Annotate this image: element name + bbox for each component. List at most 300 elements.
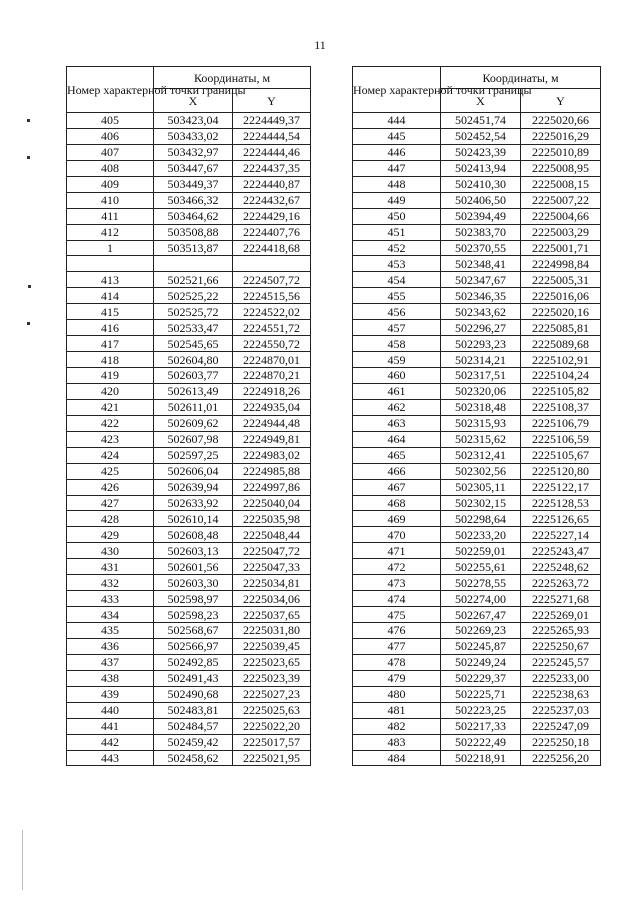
y-cell: 2225237,03 <box>521 702 601 718</box>
point-number-cell: 475 <box>353 607 441 623</box>
table-row <box>353 511 601 527</box>
header-point-number: Номер характерной точки границы <box>67 67 154 113</box>
table-row <box>67 607 311 623</box>
point-number-cell: 411 <box>67 208 154 224</box>
table-row <box>353 368 601 384</box>
table-row <box>67 463 311 479</box>
x-cell: 502597,25 <box>154 447 233 463</box>
x-cell: 503513,87 <box>154 240 233 256</box>
point-number-cell: 448 <box>353 176 441 192</box>
page-number: 11 <box>314 38 326 52</box>
point-number-cell: 431 <box>67 559 154 575</box>
table-row <box>353 336 601 352</box>
x-cell <box>154 256 233 272</box>
point-number-cell: 423 <box>67 431 154 447</box>
y-cell: 2224507,72 <box>233 272 311 288</box>
y-cell: 2224944,48 <box>233 415 311 431</box>
point-number-cell: 429 <box>67 527 154 543</box>
table-row <box>353 415 601 431</box>
point-number-cell: 480 <box>353 686 441 702</box>
header-x: X <box>441 89 521 113</box>
y-cell: 2225020,16 <box>521 304 601 320</box>
header-y: Y <box>521 89 601 113</box>
point-number-cell: 470 <box>353 527 441 543</box>
x-cell: 502484,57 <box>154 718 233 734</box>
table-row <box>67 447 311 463</box>
point-number-cell: 420 <box>67 383 154 399</box>
x-cell: 502317,51 <box>441 368 521 384</box>
scan-mark <box>28 285 31 288</box>
point-number-cell: 482 <box>353 718 441 734</box>
x-cell: 502278,55 <box>441 575 521 591</box>
y-cell: 2224407,76 <box>233 224 311 240</box>
point-number-cell: 463 <box>353 415 441 431</box>
table-row <box>67 144 311 160</box>
point-number-cell: 427 <box>67 495 154 511</box>
x-cell: 502259,01 <box>441 543 521 559</box>
table-row <box>67 113 311 129</box>
table-row <box>67 638 311 654</box>
point-number-cell: 444 <box>353 113 441 129</box>
y-cell: 2225250,67 <box>521 638 601 654</box>
point-number-cell: 462 <box>353 399 441 415</box>
x-cell: 502233,20 <box>441 527 521 543</box>
table-row <box>353 256 601 272</box>
x-cell: 502346,35 <box>441 288 521 304</box>
x-cell: 502601,56 <box>154 559 233 575</box>
y-cell: 2224998,84 <box>521 256 601 272</box>
table-row <box>67 336 311 352</box>
point-number-cell: 432 <box>67 575 154 591</box>
table-row <box>67 702 311 718</box>
table-row <box>353 463 601 479</box>
x-cell: 502566,97 <box>154 638 233 654</box>
point-number-cell: 443 <box>67 750 154 766</box>
x-cell: 502525,22 <box>154 288 233 304</box>
coordinates-table-right <box>352 66 601 766</box>
table-row <box>353 623 601 639</box>
table-row <box>67 224 311 240</box>
x-cell: 502521,66 <box>154 272 233 288</box>
y-cell: 2225126,65 <box>521 511 601 527</box>
y-cell: 2225031,80 <box>233 623 311 639</box>
point-number-cell: 412 <box>67 224 154 240</box>
table-row <box>353 591 601 607</box>
y-cell: 2225243,47 <box>521 543 601 559</box>
point-number-cell: 465 <box>353 447 441 463</box>
point-number-cell: 436 <box>67 638 154 654</box>
y-cell: 2224440,87 <box>233 176 311 192</box>
x-cell: 502490,68 <box>154 686 233 702</box>
x-cell: 502249,24 <box>441 654 521 670</box>
x-cell: 502347,67 <box>441 272 521 288</box>
scan-mark <box>27 119 30 122</box>
x-cell: 502410,30 <box>441 176 521 192</box>
table-row <box>353 240 601 256</box>
table-row <box>67 176 311 192</box>
point-number-cell: 441 <box>67 718 154 734</box>
point-number-cell: 452 <box>353 240 441 256</box>
point-number-cell: 434 <box>67 607 154 623</box>
point-number-cell: 479 <box>353 670 441 686</box>
point-number-cell: 467 <box>353 479 441 495</box>
table-row <box>353 320 601 336</box>
y-cell: 2225085,81 <box>521 320 601 336</box>
table-row <box>353 559 601 575</box>
point-number-cell <box>67 256 154 272</box>
table-row <box>353 686 601 702</box>
x-cell: 502225,71 <box>441 686 521 702</box>
table-row <box>353 447 601 463</box>
point-number-cell: 426 <box>67 479 154 495</box>
header-x: X <box>154 89 233 113</box>
table-row <box>353 304 601 320</box>
x-cell: 502491,43 <box>154 670 233 686</box>
y-cell: 2225104,24 <box>521 368 601 384</box>
y-cell: 2224550,72 <box>233 336 311 352</box>
table-row <box>67 670 311 686</box>
y-cell: 2225245,57 <box>521 654 601 670</box>
y-cell: 2225106,59 <box>521 431 601 447</box>
point-number-cell: 481 <box>353 702 441 718</box>
x-cell: 502598,23 <box>154 607 233 623</box>
x-cell: 502452,54 <box>441 128 521 144</box>
y-cell: 2225020,66 <box>521 113 601 129</box>
x-cell: 502293,23 <box>441 336 521 352</box>
x-cell: 502611,01 <box>154 399 233 415</box>
y-cell: 2224997,86 <box>233 479 311 495</box>
y-cell: 2225008,15 <box>521 176 601 192</box>
x-cell: 503433,02 <box>154 128 233 144</box>
point-number-cell: 451 <box>353 224 441 240</box>
point-number-cell: 460 <box>353 368 441 384</box>
point-number-cell: 407 <box>67 144 154 160</box>
x-cell: 502603,77 <box>154 368 233 384</box>
y-cell: 2225128,53 <box>521 495 601 511</box>
y-cell: 2225248,62 <box>521 559 601 575</box>
x-cell: 502245,87 <box>441 638 521 654</box>
point-number-cell: 416 <box>67 320 154 336</box>
table-row <box>67 575 311 591</box>
table-row <box>67 368 311 384</box>
table-row <box>67 686 311 702</box>
y-cell: 2224870,01 <box>233 352 311 368</box>
y-cell <box>233 256 311 272</box>
y-cell: 2225108,37 <box>521 399 601 415</box>
coordinates-table-left <box>66 66 311 766</box>
x-cell: 502296,27 <box>441 320 521 336</box>
y-cell: 2225023,39 <box>233 670 311 686</box>
x-cell: 502413,94 <box>441 160 521 176</box>
x-cell: 502609,62 <box>154 415 233 431</box>
x-cell: 502320,06 <box>441 383 521 399</box>
table-row <box>67 240 311 256</box>
table-row <box>67 495 311 511</box>
x-cell: 502302,56 <box>441 463 521 479</box>
point-number-cell: 442 <box>67 734 154 750</box>
point-number-cell: 428 <box>67 511 154 527</box>
y-cell: 2225265,93 <box>521 623 601 639</box>
table-row <box>353 160 601 176</box>
point-number-cell: 472 <box>353 559 441 575</box>
x-cell: 502492,85 <box>154 654 233 670</box>
y-cell: 2225025,63 <box>233 702 311 718</box>
point-number-cell: 484 <box>353 750 441 766</box>
x-cell: 503447,67 <box>154 160 233 176</box>
y-cell: 2224515,56 <box>233 288 311 304</box>
table-row <box>67 256 311 272</box>
y-cell: 2225007,22 <box>521 192 601 208</box>
point-number-cell: 409 <box>67 176 154 192</box>
x-cell: 502639,94 <box>154 479 233 495</box>
table-row <box>67 559 311 575</box>
point-number-cell: 445 <box>353 128 441 144</box>
scan-margin-line <box>22 830 23 890</box>
x-cell: 503466,32 <box>154 192 233 208</box>
x-cell: 502255,61 <box>441 559 521 575</box>
table-row <box>67 383 311 399</box>
y-cell: 2224985,88 <box>233 463 311 479</box>
point-number-cell: 421 <box>67 399 154 415</box>
y-cell: 2224551,72 <box>233 320 311 336</box>
y-cell: 2224870,21 <box>233 368 311 384</box>
x-cell: 503508,88 <box>154 224 233 240</box>
table-row <box>353 224 601 240</box>
point-number-cell: 474 <box>353 591 441 607</box>
table-row <box>67 352 311 368</box>
point-number-cell: 422 <box>67 415 154 431</box>
table-row <box>67 304 311 320</box>
y-cell: 2224918,26 <box>233 383 311 399</box>
table-row <box>353 607 601 623</box>
y-cell: 2225047,72 <box>233 543 311 559</box>
point-number-cell: 408 <box>67 160 154 176</box>
x-cell: 502348,41 <box>441 256 521 272</box>
x-cell: 502603,13 <box>154 543 233 559</box>
x-cell: 502423,39 <box>441 144 521 160</box>
x-cell: 503464,62 <box>154 208 233 224</box>
table-row <box>353 670 601 686</box>
table-row <box>67 527 311 543</box>
point-number-cell: 473 <box>353 575 441 591</box>
y-cell: 2224432,67 <box>233 192 311 208</box>
y-cell: 2225102,91 <box>521 352 601 368</box>
point-number-cell: 453 <box>353 256 441 272</box>
y-cell: 2225269,01 <box>521 607 601 623</box>
table-row <box>67 591 311 607</box>
x-cell: 502568,67 <box>154 623 233 639</box>
point-number-cell: 433 <box>67 591 154 607</box>
table-row <box>353 750 601 766</box>
point-number-cell: 449 <box>353 192 441 208</box>
point-number-cell: 439 <box>67 686 154 702</box>
y-cell: 2225016,06 <box>521 288 601 304</box>
x-cell: 502459,42 <box>154 734 233 750</box>
table-row <box>67 192 311 208</box>
y-cell: 2225027,23 <box>233 686 311 702</box>
table-row <box>353 399 601 415</box>
table-row <box>67 415 311 431</box>
point-number-cell: 458 <box>353 336 441 352</box>
table-row <box>353 638 601 654</box>
y-cell: 2225016,29 <box>521 128 601 144</box>
header-y: Y <box>233 89 311 113</box>
x-cell: 502525,72 <box>154 304 233 320</box>
table-row <box>353 734 601 750</box>
table-row <box>67 511 311 527</box>
x-cell: 503432,97 <box>154 144 233 160</box>
y-cell: 2225048,44 <box>233 527 311 543</box>
point-number-cell: 418 <box>67 352 154 368</box>
point-number-cell: 417 <box>67 336 154 352</box>
point-number-cell: 464 <box>353 431 441 447</box>
table-row <box>353 288 601 304</box>
point-number-cell: 469 <box>353 511 441 527</box>
table-row <box>353 352 601 368</box>
y-cell: 2224429,16 <box>233 208 311 224</box>
point-number-cell: 413 <box>67 272 154 288</box>
x-cell: 502315,93 <box>441 415 521 431</box>
x-cell: 502545,65 <box>154 336 233 352</box>
point-number-cell: 438 <box>67 670 154 686</box>
table-row <box>67 718 311 734</box>
table-row <box>353 113 601 129</box>
table-row <box>353 479 601 495</box>
y-cell: 2225035,98 <box>233 511 311 527</box>
y-cell: 2225017,57 <box>233 734 311 750</box>
x-cell: 502217,33 <box>441 718 521 734</box>
y-cell: 2225122,17 <box>521 479 601 495</box>
table-row <box>67 160 311 176</box>
y-cell: 2225008,95 <box>521 160 601 176</box>
point-number-cell: 477 <box>353 638 441 654</box>
point-number-cell: 450 <box>353 208 441 224</box>
point-number-cell: 447 <box>353 160 441 176</box>
x-cell: 502314,21 <box>441 352 521 368</box>
y-cell: 2225089,68 <box>521 336 601 352</box>
y-cell: 2225263,72 <box>521 575 601 591</box>
point-number-cell: 424 <box>67 447 154 463</box>
table-row <box>353 176 601 192</box>
table-row <box>67 288 311 304</box>
y-cell: 2225047,33 <box>233 559 311 575</box>
y-cell: 2225010,89 <box>521 144 601 160</box>
point-number-cell: 435 <box>67 623 154 639</box>
y-cell: 2225238,63 <box>521 686 601 702</box>
point-number-cell: 405 <box>67 113 154 129</box>
table-row <box>67 272 311 288</box>
point-number-cell: 414 <box>67 288 154 304</box>
table-row <box>67 750 311 766</box>
y-cell: 2225001,71 <box>521 240 601 256</box>
x-cell: 502315,62 <box>441 431 521 447</box>
x-cell: 502218,91 <box>441 750 521 766</box>
x-cell: 502458,62 <box>154 750 233 766</box>
header-coordinates: Координаты, м <box>441 67 601 89</box>
table-row <box>353 654 601 670</box>
point-number-cell: 461 <box>353 383 441 399</box>
x-cell: 502598,97 <box>154 591 233 607</box>
point-number-cell: 425 <box>67 463 154 479</box>
table-row <box>353 272 601 288</box>
table-row <box>67 320 311 336</box>
table-row <box>353 718 601 734</box>
x-cell: 502343,62 <box>441 304 521 320</box>
x-cell: 502608,48 <box>154 527 233 543</box>
x-cell: 502223,25 <box>441 702 521 718</box>
table-row <box>353 208 601 224</box>
point-number-cell: 437 <box>67 654 154 670</box>
x-cell: 502312,41 <box>441 447 521 463</box>
table-row <box>353 527 601 543</box>
y-cell: 2224444,54 <box>233 128 311 144</box>
y-cell: 2224522,02 <box>233 304 311 320</box>
y-cell: 2225227,14 <box>521 527 601 543</box>
y-cell: 2224983,02 <box>233 447 311 463</box>
table-row <box>67 479 311 495</box>
point-number-cell: 430 <box>67 543 154 559</box>
x-cell: 502603,30 <box>154 575 233 591</box>
y-cell: 2225105,82 <box>521 383 601 399</box>
table-row <box>353 575 601 591</box>
x-cell: 502269,23 <box>441 623 521 639</box>
x-cell: 502604,80 <box>154 352 233 368</box>
y-cell: 2225233,00 <box>521 670 601 686</box>
table-row <box>353 383 601 399</box>
x-cell: 502394,49 <box>441 208 521 224</box>
point-number-cell: 419 <box>67 368 154 384</box>
y-cell: 2225039,45 <box>233 638 311 654</box>
x-cell: 502222,49 <box>441 734 521 750</box>
y-cell: 2224449,37 <box>233 113 311 129</box>
x-cell: 502606,04 <box>154 463 233 479</box>
y-cell: 2225105,67 <box>521 447 601 463</box>
scan-mark <box>27 322 30 325</box>
point-number-cell: 415 <box>67 304 154 320</box>
point-number-cell: 1 <box>67 240 154 256</box>
y-cell: 2225034,81 <box>233 575 311 591</box>
x-cell: 502318,48 <box>441 399 521 415</box>
y-cell: 2225005,31 <box>521 272 601 288</box>
point-number-cell: 446 <box>353 144 441 160</box>
table-row <box>353 128 601 144</box>
x-cell: 502229,37 <box>441 670 521 686</box>
table-row <box>67 734 311 750</box>
x-cell: 502302,15 <box>441 495 521 511</box>
table-row <box>353 192 601 208</box>
table-row <box>353 144 601 160</box>
y-cell: 2225040,04 <box>233 495 311 511</box>
y-cell: 2224437,35 <box>233 160 311 176</box>
point-number-cell: 471 <box>353 543 441 559</box>
scan-mark <box>27 156 30 159</box>
x-cell: 502633,92 <box>154 495 233 511</box>
y-cell: 2225256,20 <box>521 750 601 766</box>
x-cell: 502298,64 <box>441 511 521 527</box>
point-number-cell: 476 <box>353 623 441 639</box>
x-cell: 503449,37 <box>154 176 233 192</box>
header-coordinates: Координаты, м <box>154 67 311 89</box>
table-row <box>67 128 311 144</box>
point-number-cell: 410 <box>67 192 154 208</box>
table-row <box>67 208 311 224</box>
y-cell: 2224418,68 <box>233 240 311 256</box>
x-cell: 502483,81 <box>154 702 233 718</box>
point-number-cell: 455 <box>353 288 441 304</box>
y-cell: 2225106,79 <box>521 415 601 431</box>
y-cell: 2224935,04 <box>233 399 311 415</box>
y-cell: 2224444,46 <box>233 144 311 160</box>
